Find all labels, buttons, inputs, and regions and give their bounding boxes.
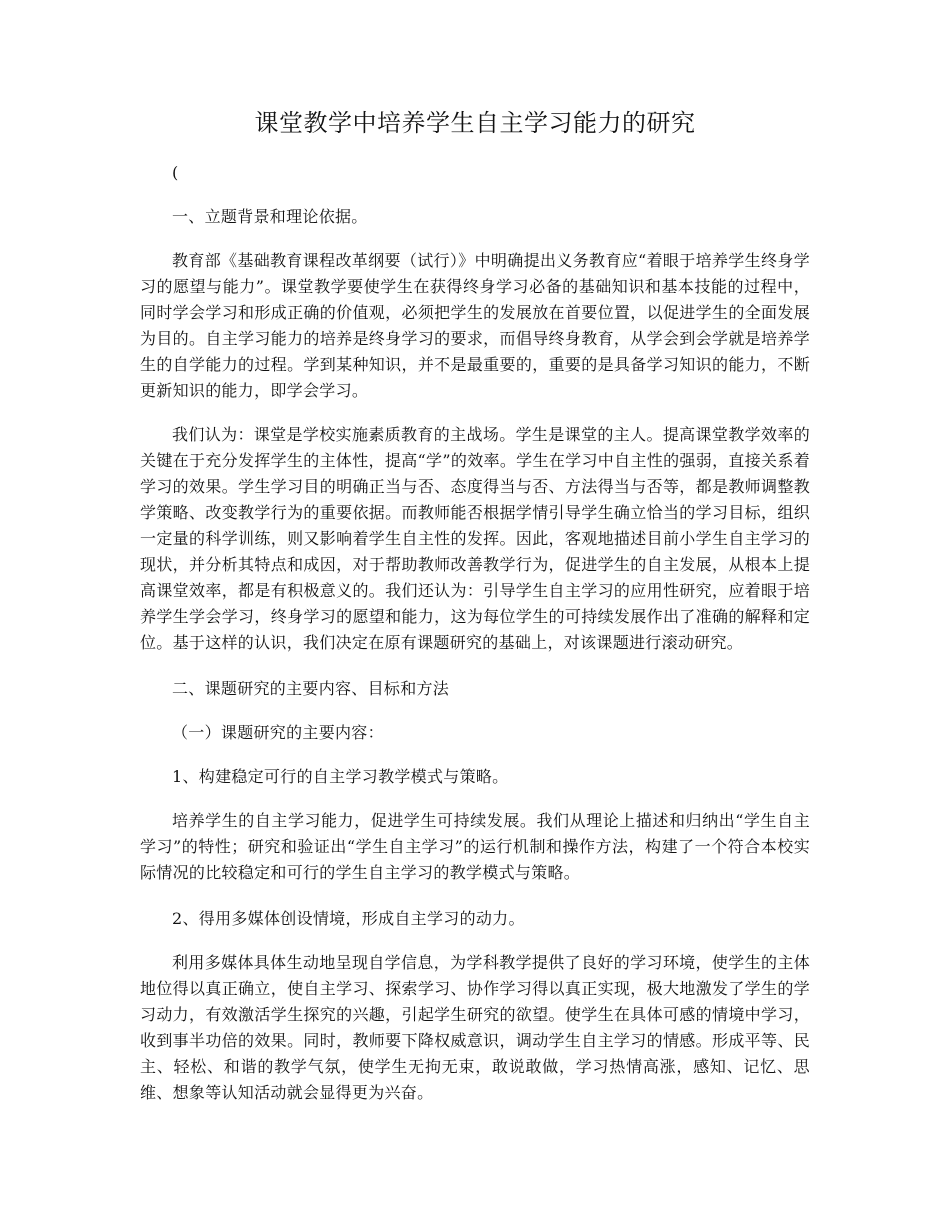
section-heading-1: 一、立题背景和理论依据。 (172, 207, 368, 226)
document-title: 课堂教学中培养学生自主学习能力的研究 (254, 109, 696, 137)
section-heading-2: 二、课题研究的主要内容、目标和方法 (172, 679, 450, 698)
paragraph-open-paren: ( (172, 163, 179, 182)
item-heading-2: 2、得用多媒体创设情境，形成自主学习的动力。 (172, 909, 525, 928)
paragraph: 我们认为：课堂是学校实施素质教育的主战场。学生是课堂的主人。提高课堂教学效率的关键在于充分发挥学生的主体性，提高“学”的效率。学生在学习中自主性的强弱，直接关系着学习的效果。学生学习目的明确正当与否、态度得当与否、方法得当与否等，都是教师调整教学策略、改变教学行为的重要依据。而教师能否根据学情引导学生确立恰当的学习目标，组织一定量的科学训练，则又影响着学生自主性的发挥。因此，客观地描述目前小学生自主学习的现状，并分析其特点和成因，对于帮助教师改善教学行为，促进学生的自主发展，从根本上提高课堂效率，都是有积极意义的。我们还认为：引导学生自主学习的应用性研究，应着眼于培养学生学会学习，终身学习的愿望和能力，这为每位学生的可持续发展作出了准确的解释和定位。基于这样的认识，我们决定在原有课题研究的基础上，对该课题进行滚动研究。 (140, 425, 810, 652)
paragraph: 培养学生的自主学习能力，促进学生可持续发展。我们从理论上描述和归纳出“学生自主学习”的特性；研究和验证出“学生自主学习”的运行机制和操作方法，构建了一个符合本校实际情况的比较稳定和可行的学生自主学习的教学模式与策略。 (140, 811, 810, 882)
paragraph: 教育部《基础教育课程改革纲要（试行）》中明确提出义务教育应“着眼于培养学生终身学习的愿望与能力”。课堂教学要使学生在获得终身学习必备的基础知识和基本技能的过程中，同时学会学习和形成正确的价值观，必须把学生的发展放在首要位置，以促进学生的全面发展为目的。自主学习能力的培养是终身学习的要求，而倡导终身教育，从学会到会学就是培养学生的自学能力的过程。学到某种知识，并不是最重要的，重要的是具备学习知识的能力，不断更新知识的能力，即学会学习。 (140, 251, 810, 400)
paragraph: 利用多媒体具体生动地呈现自学信息，为学科教学提供了良好的学习环境，使学生的主体地位得以真正确立，使自主学习、探索学习、协作学习得以真正实现，极大地激发了学生的学习动力，有效激活学生探究的兴趣，引起学生研究的欲望。使学生在具体可感的情境中学习，收到事半功倍的效果。同时，教师要下降权威意识，调动学生自主学习的情感。形成平等、民主、轻松、和谐的教学气氛，使学生无拘无束，敢说敢做，学习热情高涨，感知、记忆、思维、想象等认知活动就会显得更为兴奋。 (140, 953, 810, 1102)
document-body (140, 156, 810, 1106)
item-heading-1: 1、构建稳定可行的自主学习教学模式与策略。 (172, 767, 509, 786)
subsection-heading: （一）课题研究的主要内容： (172, 723, 384, 742)
